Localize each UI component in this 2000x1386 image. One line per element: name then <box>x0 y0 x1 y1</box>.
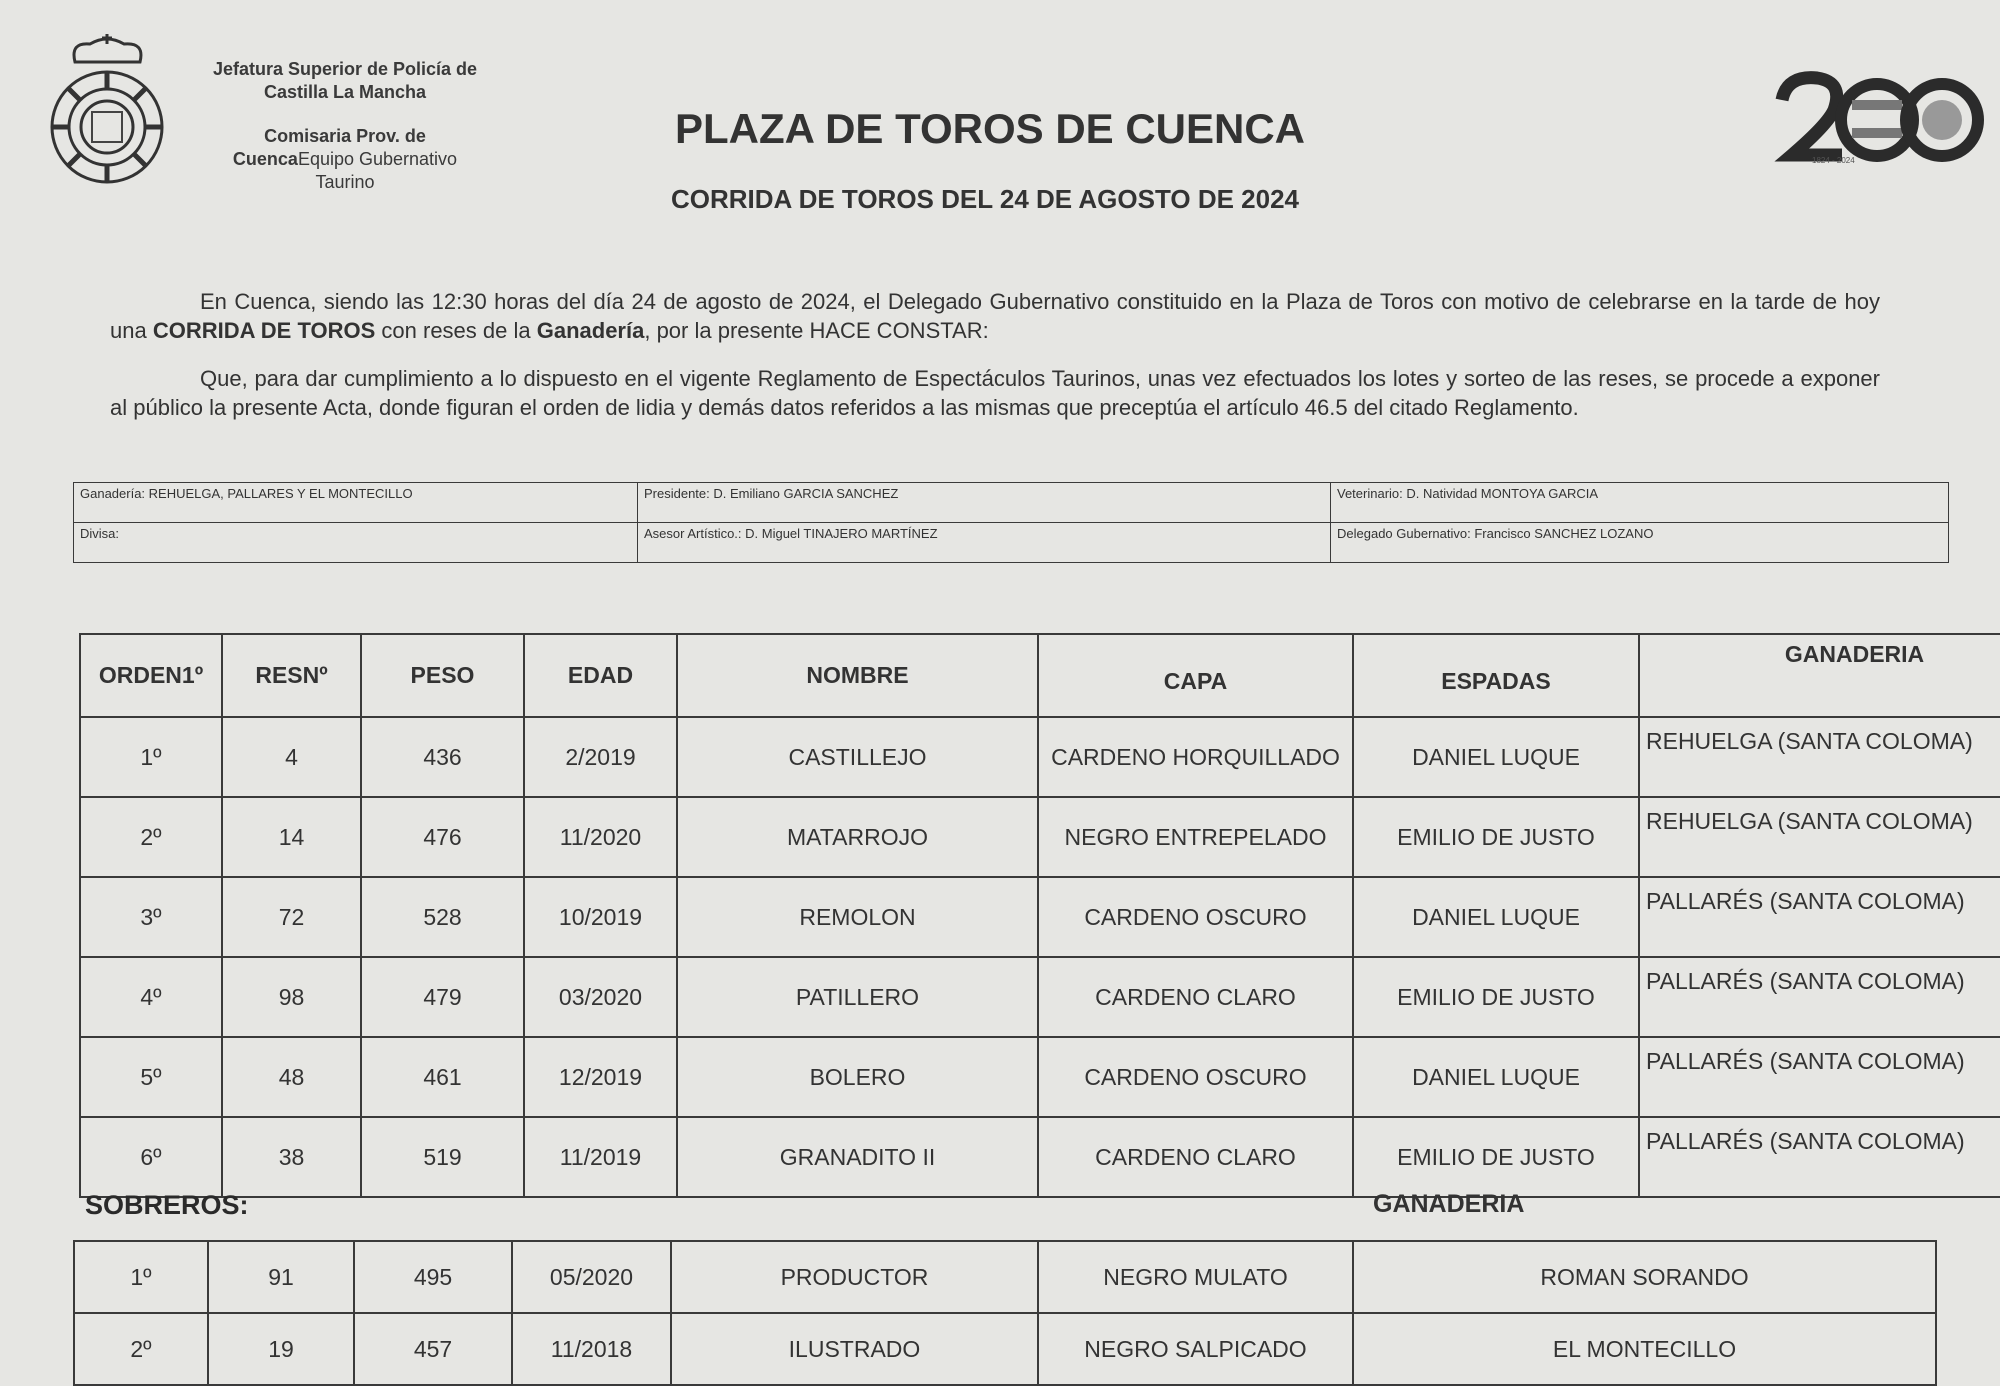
cell-capa: CARDENO CLARO <box>1038 1117 1353 1197</box>
sobrero-cell-capa: NEGRO MULATO <box>1038 1241 1353 1313</box>
cell-nombre: REMOLON <box>677 877 1038 957</box>
info-delegado: Delegado Gubernativo: Francisco SANCHEZ LOZANO <box>1331 523 1949 563</box>
info-ganaderia: Ganadería: REHUELGA, PALLARES Y EL MONTECILLO <box>74 483 638 523</box>
cell-nombre: BOLERO <box>677 1037 1038 1117</box>
cell-peso: 436 <box>361 717 524 797</box>
sobrero-cell-edad: 05/2020 <box>512 1241 671 1313</box>
cell-edad: 11/2020 <box>524 797 677 877</box>
sobrero-cell-orden: 1º <box>74 1241 208 1313</box>
cell-ganaderia: PALLARÉS (SANTA COLOMA) <box>1639 1037 2000 1117</box>
cell-peso: 528 <box>361 877 524 957</box>
sobrero-cell-res: 91 <box>208 1241 354 1313</box>
p1-text-e: , por la presente HACE CONSTAR: <box>644 318 989 343</box>
header-edad: EDAD <box>524 634 677 717</box>
org-line-5: Taurino <box>315 172 375 192</box>
sobrero-cell-nombre: PRODUCTOR <box>671 1241 1038 1313</box>
sobrero-cell-peso: 457 <box>354 1313 512 1385</box>
table-row <box>80 717 2000 797</box>
cell-espadas: DANIEL LUQUE <box>1353 877 1639 957</box>
table-row <box>80 1117 2000 1197</box>
info-divisa: Divisa: <box>74 523 638 563</box>
header-res: RESNº <box>222 634 361 717</box>
org-line-4-bold: Cuenca <box>232 149 298 169</box>
lidia-table <box>79 633 2000 1198</box>
cell-ganaderia: PALLARÉS (SANTA COLOMA) <box>1639 877 2000 957</box>
cell-res: 4 <box>222 717 361 797</box>
cell-peso: 476 <box>361 797 524 877</box>
info-veterinario: Veterinario: D. Natividad MONTOYA GARCIA <box>1331 483 1949 523</box>
header-capa: CAPA <box>1038 634 1353 717</box>
table-row <box>80 957 2000 1037</box>
cell-peso: 461 <box>361 1037 524 1117</box>
p1-text-c: con reses de la <box>375 318 537 343</box>
sobreros-ganaderia-label: GANADERIA <box>1373 1190 1525 1218</box>
sobrero-cell-orden: 2º <box>74 1313 208 1385</box>
cell-orden: 1º <box>80 717 222 797</box>
org-line-4: Equipo Gubernativo <box>297 149 458 169</box>
cell-espadas: DANIEL LUQUE <box>1353 717 1639 797</box>
cell-espadas: EMILIO DE JUSTO <box>1353 957 1639 1037</box>
cell-nombre: MATARROJO <box>677 797 1038 877</box>
cell-espadas: EMILIO DE JUSTO <box>1353 797 1639 877</box>
cell-peso: 479 <box>361 957 524 1037</box>
page-subtitle: CORRIDA DE TOROS DEL 24 DE AGOSTO DE 2024 <box>670 184 1299 214</box>
sobrero-cell-res: 19 <box>208 1313 354 1385</box>
cell-nombre: CASTILLEJO <box>677 717 1038 797</box>
cell-res: 14 <box>222 797 361 877</box>
p1-bold-ganaderia: Ganadería <box>536 318 645 343</box>
header-ganaderia: GANADERIA <box>1639 634 2000 717</box>
table-row <box>80 797 2000 877</box>
sobrero-cell-ganaderia: EL MONTECILLO <box>1353 1313 1936 1385</box>
info-asesor: Asesor Artístico.: D. Miguel TINAJERO MARTÍNEZ <box>638 523 1331 563</box>
sobrero-cell-nombre: ILUSTRADO <box>671 1313 1038 1385</box>
table-row <box>80 1037 2000 1117</box>
sobrero-cell-capa: NEGRO SALPICADO <box>1038 1313 1353 1385</box>
header-orden: ORDEN1º <box>80 634 222 717</box>
cell-ganaderia: REHUELGA (SANTA COLOMA) <box>1639 717 2000 797</box>
sobrero-cell-edad: 11/2018 <box>512 1313 671 1385</box>
header-peso: PESO <box>361 634 524 717</box>
sobrero-row <box>74 1313 1936 1385</box>
cell-edad: 11/2019 <box>524 1117 677 1197</box>
org-line-1: Jefatura Superior de Policía de <box>212 59 478 79</box>
table-row <box>80 877 2000 957</box>
cell-orden: 4º <box>80 957 222 1037</box>
cell-res: 48 <box>222 1037 361 1117</box>
sobrero-row <box>74 1241 1936 1313</box>
anniversary-years: 1824 - 2024 <box>1812 156 1855 165</box>
cell-edad: 03/2020 <box>524 957 677 1037</box>
cell-orden: 2º <box>80 797 222 877</box>
header-nombre: NOMBRE <box>677 634 1038 717</box>
sobreros-label: SOBREROS: <box>85 1190 249 1220</box>
header-espadas: ESPADAS <box>1353 634 1639 717</box>
info-table <box>73 482 1949 563</box>
paragraph-reglamento: Que, para dar cumplimiento a lo dispuesto en el vigente Reglamento de Espectáculos Taurinos, unas vez efectuados los lotes y sorteo de las reses, se procede a exponer al público la presente Acta, donde figuran el orden de lidia y demás datos referidos a las mismas que preceptúa el artículo 46.5 del citado Reglamento. <box>110 366 1880 420</box>
sobrero-cell-ganaderia: ROMAN SORANDO <box>1353 1241 1936 1313</box>
org-line-2: Castilla La Mancha <box>263 82 427 102</box>
paragraph-intro <box>110 287 1880 345</box>
cell-orden: 3º <box>80 877 222 957</box>
cell-res: 98 <box>222 957 361 1037</box>
org-jefatura <box>180 58 510 104</box>
sobrero-cell-peso: 495 <box>354 1241 512 1313</box>
cell-orden: 6º <box>80 1117 222 1197</box>
cell-edad: 10/2019 <box>524 877 677 957</box>
cell-ganaderia: PALLARÉS (SANTA COLOMA) <box>1639 1117 2000 1197</box>
cell-ganaderia: REHUELGA (SANTA COLOMA) <box>1639 797 2000 877</box>
cell-edad: 12/2019 <box>524 1037 677 1117</box>
info-presidente: Presidente: D. Emiliano GARCIA SANCHEZ <box>638 483 1331 523</box>
cell-capa: CARDENO CLARO <box>1038 957 1353 1037</box>
cell-edad: 2/2019 <box>524 717 677 797</box>
p1-text-a: En Cuenca, siendo las 12:30 horas del día 24 de agosto de 2024, el Delegado Gubernativo constituido en la Plaza de Toros con motivo de celebrarse en la tarde de hoy una <box>110 289 1880 343</box>
p1-bold-corrida: CORRIDA DE TOROS <box>152 318 376 343</box>
cell-capa: CARDENO OSCURO <box>1038 1037 1353 1117</box>
cell-peso: 519 <box>361 1117 524 1197</box>
cell-capa: CARDENO OSCURO <box>1038 877 1353 957</box>
cell-espadas: DANIEL LUQUE <box>1353 1037 1639 1117</box>
cell-orden: 5º <box>80 1037 222 1117</box>
sobreros-table <box>73 1240 1937 1386</box>
cell-ganaderia: PALLARÉS (SANTA COLOMA) <box>1639 957 2000 1037</box>
cell-capa: NEGRO ENTREPELADO <box>1038 797 1353 877</box>
cell-espadas: EMILIO DE JUSTO <box>1353 1117 1639 1197</box>
cell-nombre: GRANADITO II <box>677 1117 1038 1197</box>
page-title: PLAZA DE TOROS DE CUENCA <box>674 105 1306 152</box>
cell-nombre: PATILLERO <box>677 957 1038 1037</box>
cell-capa: CARDENO HORQUILLADO <box>1038 717 1353 797</box>
table-header-row <box>80 634 2000 717</box>
cell-res: 72 <box>222 877 361 957</box>
cell-res: 38 <box>222 1117 361 1197</box>
org-line-3: Comisaria Prov. de <box>264 126 426 146</box>
